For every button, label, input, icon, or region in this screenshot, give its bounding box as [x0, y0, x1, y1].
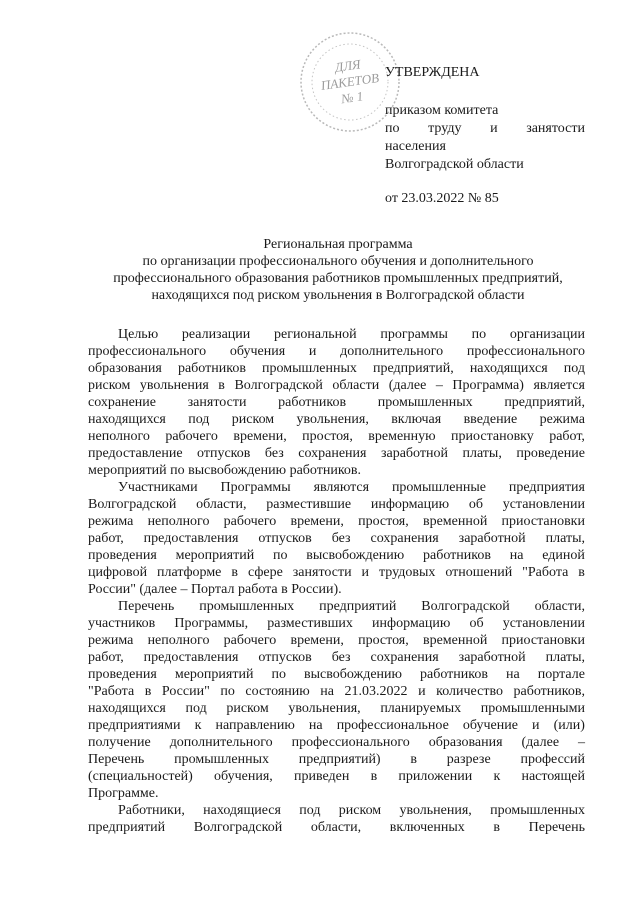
paragraph-line: находящихся под риском увольнения, включая введение режима [88, 412, 585, 427]
paragraph-line: предоставление отпусков без сохранения заработной платы, проведение [88, 446, 585, 461]
paragraph-line: "Работа в России" по состоянию на 21.03.2022 и количество работников, [88, 684, 585, 699]
paragraph-line: режима неполного рабочего времени, простоя, временной приостановки [88, 514, 585, 529]
paragraph-line: предприятий Волгоградской области, включенных в Перечень [88, 820, 585, 835]
paragraph-line: участников Программы, разместивших информацию об установлении [88, 616, 585, 631]
paragraph-line: профессионального обучения и дополнительного профессионального [88, 344, 585, 359]
program-title [88, 236, 588, 304]
paragraph-line: Волгоградской области, разместившие информацию об установлении [88, 497, 585, 512]
approval-population: населения [385, 139, 446, 154]
approval-region: Волгоградской области [385, 157, 524, 172]
approved-label: УТВЕРЖДЕНА [385, 65, 480, 80]
title-line: Региональная программа [263, 237, 413, 252]
paragraph-line: образования работников промышленных предприятий, находящихся под [88, 361, 585, 376]
title-line: находящихся под риском увольнения в Волгоградской области [151, 288, 525, 303]
approval-by-line: по труду и занятости [385, 121, 585, 136]
paragraph-line: России" (далее – Портал работа в России). [88, 582, 342, 597]
stamp-text: ДЛЯ [333, 56, 362, 75]
approval-block [385, 64, 585, 208]
paragraph-line: сохранение занятости работников промышленных предприятий, [88, 395, 585, 410]
title-line: профессионального образования работников промышленных предприятий, [113, 271, 563, 286]
stamp-text: ПАКЕТОВ [319, 70, 380, 94]
title-line: по организации профессионального обучения и дополнительного [142, 254, 534, 269]
paragraph-line: Программе. [88, 786, 159, 801]
paragraph-line: (специальностей) обучения, приведен в приложении к настоящей [88, 769, 585, 784]
paragraph-line: риском увольнения в Волгоградской области (далее – Программа) является [88, 378, 585, 393]
paragraph-line: предприятиями к направлению на профессиональное обучение и (или) [88, 718, 585, 733]
paragraph-line: проведения мероприятий по высвобождению работников на единой [88, 548, 585, 563]
paragraph [88, 479, 585, 598]
stamp-text: № 1 [340, 88, 365, 107]
paragraph-line: мероприятий по высвобождению работников. [88, 463, 362, 478]
approval-order: приказом комитета [385, 103, 499, 118]
paragraph [88, 598, 585, 802]
paragraph [88, 326, 585, 479]
paragraph-line: Работники, находящиеся под риском увольнения, промышленных [118, 803, 585, 818]
document-body [88, 326, 585, 836]
paragraph-line: режима неполного рабочего времени, простоя, временной приостановки [88, 633, 585, 648]
paragraph-line: работ, предоставления отпусков без сохранения заработной платы, [88, 531, 585, 546]
paragraph-line: цифровой платформе в сфере занятости и трудовых отношений "Работа в [88, 565, 585, 580]
paragraph-line: неполного рабочего времени, простоя, временную приостановку работ, [88, 429, 585, 444]
paragraph-line: проведения мероприятий по высвобождению работников на портале [88, 667, 585, 682]
paragraph-line: находящихся под риском увольнения, планируемых промышленными [88, 701, 585, 716]
paragraph-line: Перечень промышленных предприятий) в разрезе профессий [88, 752, 585, 767]
paragraph-line: Перечень промышленных предприятий Волгоградской области, [118, 599, 585, 614]
approval-date: от 23.03.2022 № 85 [385, 191, 499, 206]
paragraph [88, 802, 585, 836]
paragraph-line: работ, предоставления отпусков без сохранения заработной платы, [88, 650, 585, 665]
paragraph-line: получение дополнительного профессионального образования (далее – [88, 735, 585, 750]
paragraph-line: Участниками Программы являются промышленные предприятия [118, 480, 585, 495]
paragraph-line: Целью реализации региональной программы по организации [118, 327, 585, 342]
